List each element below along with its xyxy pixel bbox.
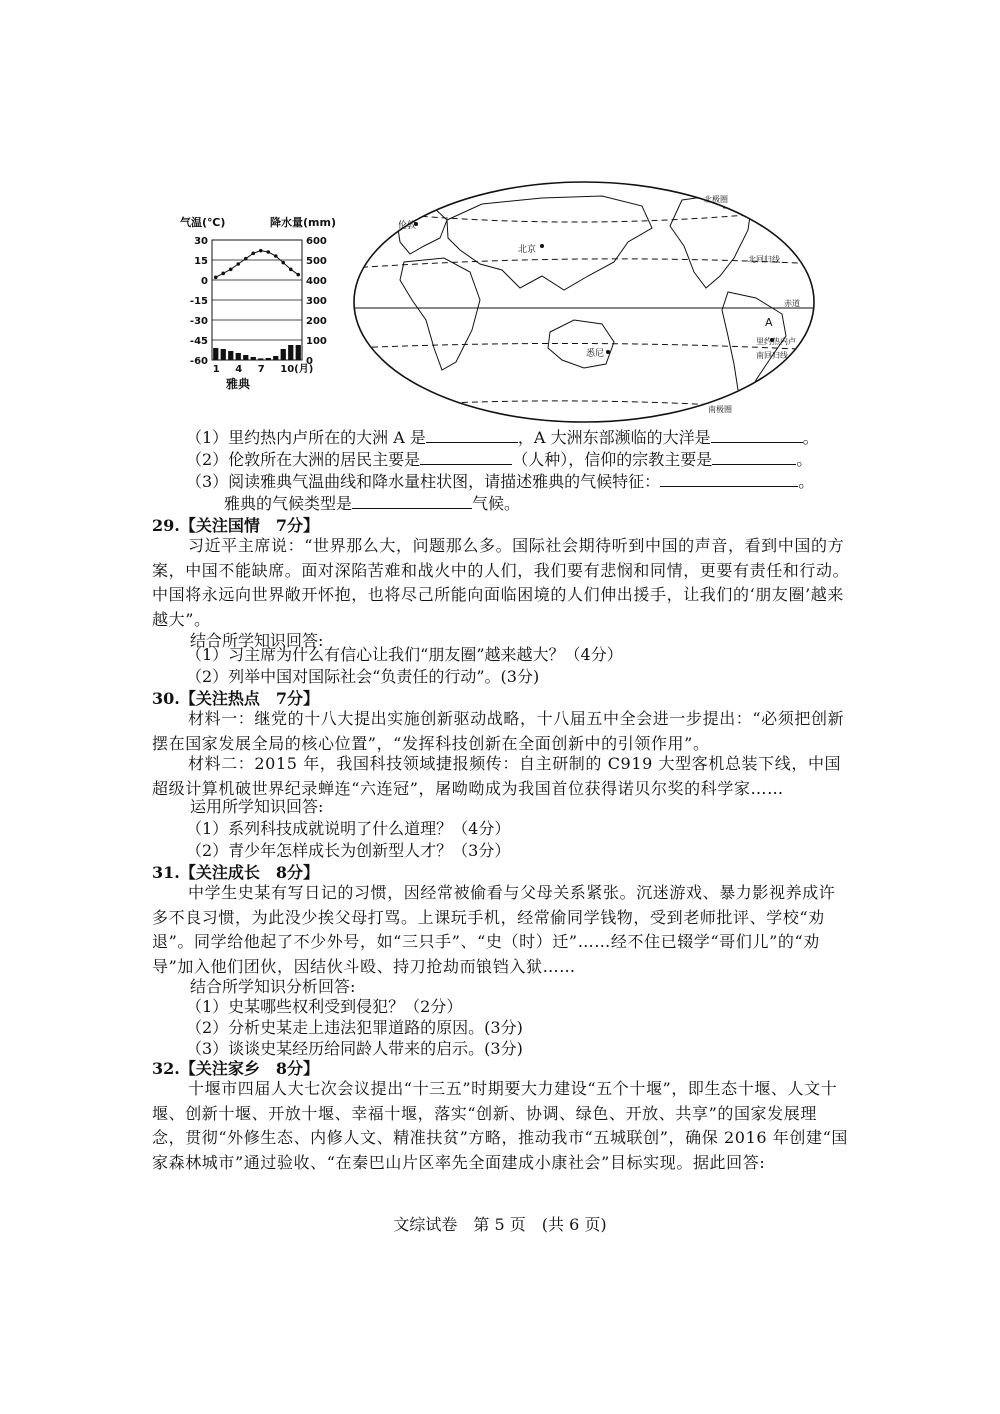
map-outline xyxy=(354,182,814,422)
arctic-circle-label: 北极圈 xyxy=(704,195,728,204)
answer-blank[interactable] xyxy=(711,426,803,443)
q28-item-2-text-a: （2）伦敦所在大洲的居民主要是 xyxy=(186,450,421,469)
temp-point xyxy=(266,250,270,254)
precip-bar xyxy=(243,355,248,360)
q31-question-3: （3）谈谈史某经历给同龄人带来的启示。(3分) xyxy=(186,1039,523,1058)
q28-item-4-text-a: 雅典的气候类型是 xyxy=(224,494,353,513)
temp-line-path xyxy=(216,251,299,278)
temp-point xyxy=(274,254,278,258)
sydney-label: 悉尼 xyxy=(586,349,605,359)
temp-tick-label: 30 xyxy=(194,236,208,247)
precip-bar xyxy=(281,349,286,360)
temp-point xyxy=(289,268,293,272)
temp-point xyxy=(229,268,233,272)
temp-point xyxy=(244,257,248,261)
q30-question-1: （1）系列科技成就说明了什么道理？（4分） xyxy=(186,819,511,838)
temp-tick-label: -60 xyxy=(189,356,208,367)
temp-point xyxy=(281,261,285,265)
q29-body: 习近平主席说：“世界那么大，问题那么多。国际社会期待听到中国的声音，看到中国的方案，中国不能缺席。面对深陷苦难和战火中的人们，我们要有悲悯和同情，更要有责任和行动。中国将永远向世界敞开怀抱，也将尽己所能向面临困境的人们伸出援手，让我们的‘朋友圈’越来越大”。 xyxy=(152,536,850,629)
q28-item-2-text-b: （人种），信仰的宗教主要是 xyxy=(512,450,713,469)
temp-tick-label: -30 xyxy=(189,316,208,327)
q31-body: 中学生史某有写日记的习惯，因经常被偷看与父母关系紧张。沉迷游戏、暴力影视养成许多不良习惯，为此没少挨父母打骂。上课玩手机，经常偷同学钱物，受到老师批评、学校“劝退”。同学给他起了不少外号，如“三只手”、“史（时）迁”……经不住已辍学“哥们儿”的“劝导”加入他们团伙，因结伙斗殴、持刀抢劫而锒铛入狱…… xyxy=(152,883,836,976)
precip-bar xyxy=(296,345,301,360)
beijing-dot xyxy=(540,244,544,248)
temp-tick-label: 0 xyxy=(201,276,208,287)
precip-bars xyxy=(213,345,301,360)
precip-bar xyxy=(288,345,293,360)
precip-bar xyxy=(213,348,218,360)
q28-item-3-text-a: （3）阅读雅典气温曲线和降水量柱状图，请描述雅典的气候特征： xyxy=(186,472,661,491)
q30-prompt: 运用所学知识回答: xyxy=(190,797,324,816)
temp-axis-ticks xyxy=(190,236,208,367)
q30-material-1: 材料一：继党的十八大提出实施创新驱动战略，十八届五中全会进一步提出：“必须把创新摆在国家发展全局的核心位置”，“发挥科技创新在全面创新中的引领作用”。 xyxy=(152,709,845,753)
tropic-capricorn-label: 南回归线 xyxy=(756,351,788,360)
temp-point xyxy=(214,276,218,280)
precip-bar xyxy=(251,357,256,360)
q32-heading: 32.【关注家乡 8分】 xyxy=(152,1059,319,1078)
q28-item-2 xyxy=(186,448,812,471)
precip-bar xyxy=(228,351,233,360)
q29-question-2: （2）列举中国对国际社会“负责任的行动”。(3分) xyxy=(186,667,540,686)
q28-item-4-text-b: 气候。 xyxy=(472,494,521,513)
q28-item-1 xyxy=(186,426,819,449)
antarctic-circle-label: 南极圈 xyxy=(708,405,732,414)
q31-question-1: （1）史某哪些权利受到侵犯？（2分） xyxy=(186,997,463,1016)
q30-question-2: （2）青少年怎样成长为创新型人才？（3分） xyxy=(186,841,511,860)
q28-item-1-text-b: ，A 大洲东部濒临的大洋是 xyxy=(517,428,711,447)
q30-heading: 30.【关注热点 7分】 xyxy=(152,689,319,708)
temp-tick-label: -45 xyxy=(189,336,208,347)
sydney-dot xyxy=(606,350,610,354)
temp-point xyxy=(296,273,300,277)
answer-blank[interactable] xyxy=(660,470,798,487)
q31-heading: 31.【关注成长 8分】 xyxy=(152,863,319,882)
q28-item-1-text-a: （1）里约热内卢所在的大洲 A 是 xyxy=(186,428,426,447)
temp-tick-label: 15 xyxy=(194,256,208,267)
beijing-label: 北京 xyxy=(518,245,537,255)
tropic-cancer-label: 北回归线 xyxy=(748,255,780,264)
answer-blank[interactable] xyxy=(420,448,512,465)
q28-item-3 xyxy=(186,470,814,493)
q30-material-2: 材料二：2015 年，我国科技领域捷报频传：自主研制的 C919 大型客机总装下线，中国超级计算机破世界纪录蝉连“六连冠”，屠呦呦成为我国首位获得诺贝尔奖的科学家…… xyxy=(152,754,842,798)
q29-question-1: （1）习主席为什么有信心让我们“朋友圈”越来越大？（4分） xyxy=(186,645,623,664)
continent-a-label: A xyxy=(765,316,773,329)
month-axis-ticks xyxy=(213,362,314,375)
answer-blank[interactable] xyxy=(352,492,472,509)
precip-tick-label: 600 xyxy=(306,236,327,247)
chart-grid xyxy=(212,240,302,360)
month-tick-label: 7 xyxy=(257,364,265,375)
precip-tick-label: 200 xyxy=(306,316,327,327)
athens-climate-chart xyxy=(178,210,368,400)
precip-tick-label: 500 xyxy=(306,256,327,267)
rio-label: 里约热内卢 xyxy=(756,337,796,346)
temp-point xyxy=(251,252,255,256)
temp-axis-label: 气温(℃) xyxy=(180,216,226,229)
q28-item-3-text-c: 。 xyxy=(798,472,815,491)
q28-item-1-text-c: 。 xyxy=(802,428,819,447)
precip-bar xyxy=(221,349,226,360)
q31-prompt: 结合所学知识分析回答: xyxy=(190,977,356,996)
q32-body: 十堰市四届人大七次会议提出“十三五”时期要大力建设“五个十堰”，即生态十堰、人文十堰、创新十堰、开放十堰、幸福十堰，落实“创新、协调、绿色、开放、共享”的国家发展理念，贯彻“外修生态、内修人文、精准扶贫”方略，推动我市“五城联创”，确保 2016 年创建“国家森林城市”通过验收、“在秦巴山片区率先全面建成小康社会”目标实现。据此回答: xyxy=(152,1079,848,1172)
month-tick-label: 10(月) xyxy=(280,364,314,375)
precip-bar xyxy=(258,358,263,360)
precip-tick-label: 400 xyxy=(306,276,327,287)
precip-axis-label: 降水量(mm) xyxy=(270,216,336,229)
precip-tick-label: 100 xyxy=(306,336,327,347)
q28-item-4 xyxy=(224,492,520,515)
q28-item-2-text-c: 。 xyxy=(796,450,813,469)
equator-label: 赤道 xyxy=(784,299,800,308)
city-label: 雅典 xyxy=(226,377,251,391)
page-footer: 文综试卷 第 5 页 (共 6 页) xyxy=(393,1215,607,1234)
precip-axis-ticks xyxy=(306,236,327,367)
answer-blank[interactable] xyxy=(426,426,518,443)
precip-tick-label: 300 xyxy=(306,296,327,307)
temp-tick-label: -15 xyxy=(189,296,208,307)
precip-bar xyxy=(236,353,241,360)
month-tick-label: 1 xyxy=(212,364,220,375)
temp-point xyxy=(259,249,263,253)
month-tick-label: 4 xyxy=(235,364,243,375)
answer-blank[interactable] xyxy=(712,448,796,465)
world-map xyxy=(352,180,817,425)
precip-bar xyxy=(266,358,271,360)
temp-point xyxy=(221,272,225,276)
london-label: 伦敦 xyxy=(398,221,417,231)
temp-point xyxy=(236,262,240,266)
q29-prompt: 结合所学知识回答: xyxy=(190,631,324,650)
precip-bar xyxy=(273,356,278,360)
q31-question-2: （2）分析史某走上违法犯罪道路的原因。(3分) xyxy=(186,1018,523,1037)
precip-tick-label: 0 xyxy=(306,356,313,367)
temp-curve xyxy=(214,249,300,279)
q29-heading: 29.【关注国情 7分】 xyxy=(152,516,319,535)
